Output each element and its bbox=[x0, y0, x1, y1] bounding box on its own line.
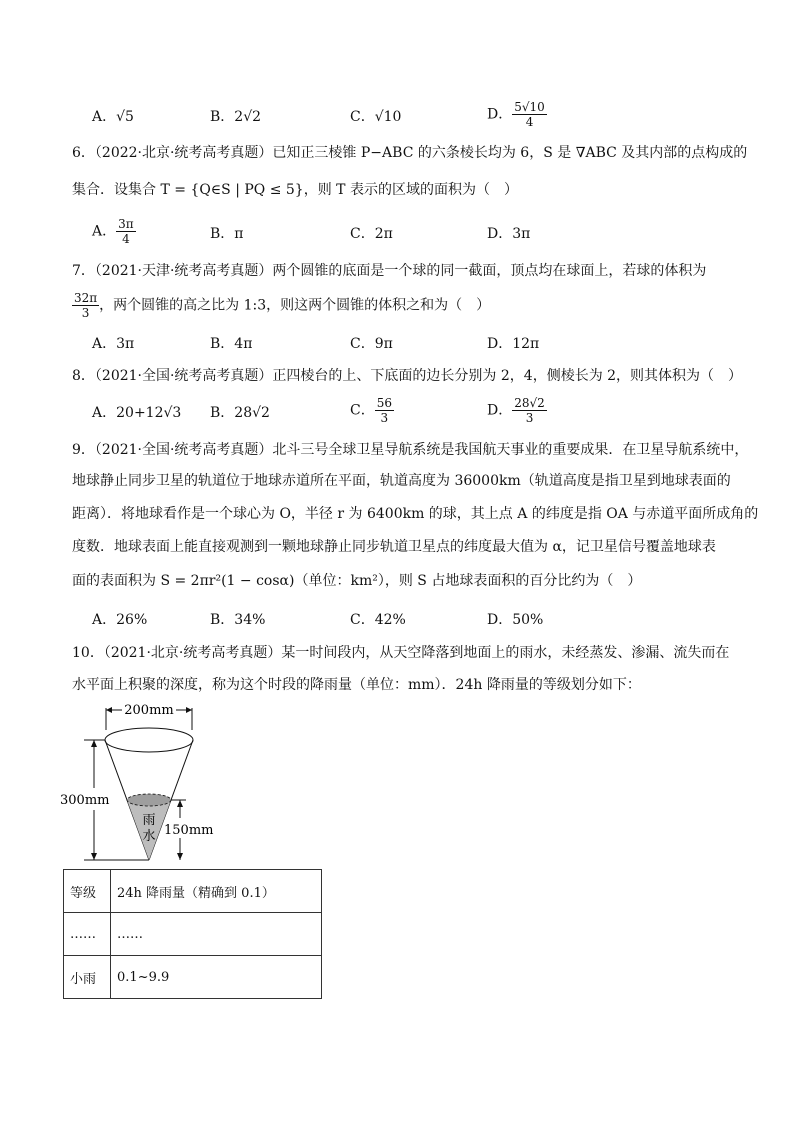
q9-option-b: B．34% bbox=[210, 612, 266, 628]
q9-stem-line2: 地球静止同步卫星的轨道位于地球赤道所在平面，轨道高度为 36000km（轨道高度是指卫星到地球表面的 bbox=[72, 473, 731, 489]
q8-stem-line1: 8．（2021·全国·统考高考真题）正四棱台的上、下底面的边长分别为 2，4，侧棱长为 2，则其体积为（ ） bbox=[72, 368, 743, 384]
height-dim-down-arrowhead bbox=[91, 853, 97, 860]
q8-option-d: D． $\frac{28√2}{3}$ bbox=[487, 396, 545, 425]
q9-stem-line3: 距离）．将地球看作是一个球心为 O，半径 r 为 6400km 的球，其上点 A 的纬度是指 OA 与赤道平面所成角的 bbox=[72, 506, 759, 522]
height-dim-up-arrowhead bbox=[91, 740, 97, 747]
q6-option-b: B．π bbox=[210, 226, 244, 242]
table-cell: 小雨 bbox=[64, 956, 111, 999]
q8-option-a: A．20+12√3 bbox=[92, 405, 182, 421]
q10-stem-line1: 10．（2021·北京·统考高考真题）某一时间段内，从天空降落到地面上的雨水，未经蒸发、渗漏、流失而在 bbox=[72, 645, 730, 661]
table-cell: 0.1~9.9 bbox=[111, 956, 322, 999]
q6-option-c: C．2π bbox=[350, 226, 393, 242]
q5-option-c: C．√10 bbox=[350, 109, 402, 125]
q7-stem-line2: $\frac{32\pi}{3}$ ，两个圆锥的高之比为 1:3，则这两个圆锥的体积之和为（ ） bbox=[74, 291, 491, 320]
water-dim-down-arrowhead bbox=[177, 853, 183, 860]
q7-option-c: C．9π bbox=[350, 336, 393, 352]
table-header-cell: 等级 bbox=[64, 870, 111, 913]
q10-stem-line2: 水平面上积聚的深度，称为这个时段的降雨量（单位：mm）．24h 降雨量的等级划分如下： bbox=[72, 677, 641, 693]
rain-gauge-cone-figure bbox=[60, 700, 300, 872]
q8-option-b: B．28√2 bbox=[210, 405, 270, 421]
table-cell: …… bbox=[64, 913, 111, 956]
q7-option-a: A．3π bbox=[92, 336, 135, 352]
table-cell: …… bbox=[111, 913, 322, 956]
q8-option-c: C． $\frac{56}{3}$ bbox=[350, 396, 392, 425]
q9-stem-line1: 9．（2021·全国·统考高考真题）北斗三号全球卫星导航系统是我国航天事业的重要成果．在卫星导航系统中， bbox=[72, 442, 749, 458]
table-header-row bbox=[64, 870, 322, 913]
water-height-label: 150mm bbox=[164, 823, 214, 838]
q6-stem-line2: 集合．设集合 T = {Q∈S | PQ ≤ 5}，则 T 表示的区域的面积为（ ） bbox=[72, 182, 518, 198]
top-dim-left-arrowhead bbox=[106, 707, 112, 713]
q9-stem-line5: 面的表面积为 S = 2πr²(1 − cosα)（单位：km²），则 S 占地球表面积的百分比约为（ ） bbox=[72, 573, 642, 589]
q9-option-a: A．26% bbox=[92, 612, 148, 628]
cone-rim bbox=[105, 728, 193, 752]
top-width-label: 200mm bbox=[124, 703, 174, 718]
height-label: 300mm bbox=[60, 793, 110, 808]
q6-stem-line1: 6．（2022·北京·统考高考真题）已知正三棱锥 P−ABC 的六条棱长均为 6，S 是 ∇ABC 及其内部的点构成的 bbox=[72, 145, 748, 161]
table-header-cell: 24h 降雨量（精确到 0.1） bbox=[111, 870, 322, 913]
rainfall-grade-table bbox=[63, 869, 322, 999]
q5-option-d: D． $\frac{5√10}{4}$ bbox=[487, 100, 545, 129]
water-surface bbox=[127, 794, 171, 806]
q6-option-a: A． $\frac{3\pi}{4}$ bbox=[92, 217, 134, 246]
q5-option-a: A．√5 bbox=[92, 109, 134, 125]
q6-option-d: D．3π bbox=[487, 226, 531, 242]
water-label-line1: 雨 bbox=[142, 813, 156, 828]
water-dim-up-arrowhead bbox=[177, 800, 183, 807]
table-row bbox=[64, 913, 322, 956]
table-row bbox=[64, 956, 322, 999]
water-label-line2: 水 bbox=[142, 829, 156, 844]
q9-option-c: C．42% bbox=[350, 612, 406, 628]
q5-option-b: B．2√2 bbox=[210, 109, 262, 125]
q7-stem-line1: 7．（2021·天津·统考高考真题）两个圆锥的底面是一个球的同一截面，顶点均在球面上，若球的体积为 bbox=[72, 263, 707, 279]
q9-stem-line4: 度数．地球表面上能直接观测到一颗地球静止同步轨道卫星点的纬度最大值为 α，记卫星信号覆盖地球表 bbox=[72, 539, 716, 555]
q7-option-b: B．4π bbox=[210, 336, 253, 352]
top-dim-right-arrowhead bbox=[186, 707, 192, 713]
q9-option-d: D．50% bbox=[487, 612, 544, 628]
q7-option-d: D．12π bbox=[487, 336, 540, 352]
